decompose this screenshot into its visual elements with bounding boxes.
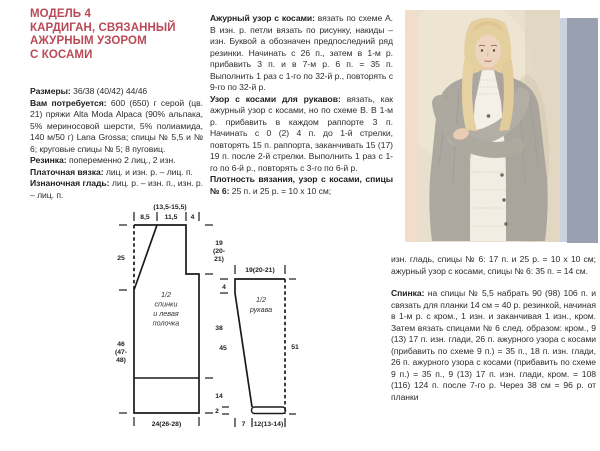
measure-top-1: 8,5 — [140, 214, 150, 221]
face — [475, 35, 501, 68]
measure-right-mid: 38 — [215, 325, 223, 332]
photo-edge-sliver — [560, 18, 567, 242]
paragraph-label: Размеры: — [30, 86, 71, 96]
paragraph-label: Платочная вязка: — [30, 166, 104, 177]
instructions-column — [210, 13, 393, 197]
measure-sleeve-bottom-left: 7 — [241, 421, 246, 428]
measure-right-top-2: (20- — [212, 248, 226, 255]
measure-left-bottom-2: (47- — [114, 349, 128, 356]
paragraph-gauge-continued — [391, 254, 596, 277]
measure-sleeve-top: 19(20-21) — [245, 267, 275, 274]
paragraph-label: Плотность вязания, узор с косами, спицы № 6: — [210, 174, 393, 196]
paragraph-label: Изнаночная гладь: — [30, 178, 110, 188]
paragraph-materials — [30, 98, 203, 156]
pattern-schematics — [95, 200, 380, 445]
measure-sleeve-left-bottom: 2 — [215, 408, 219, 415]
model-photo — [405, 10, 560, 242]
nose — [488, 52, 489, 57]
paragraph-gauge — [210, 174, 393, 197]
title-line-1: МОДЕЛЬ 4 — [30, 8, 91, 20]
paragraph-text: вязать по схеме А. В изн. р. петли вязать по рисунку, накиды – изн. Буквой а обозначен предпоследний ряд резинки. Начинать с 26 п., затем в 1-м р. прибавить 3 п. и в 7-м р. 6 п. = 35 п. Выполнить 1 раз с 1-го по 32-й р., повторять с 9-го по 32-й р. — [210, 13, 393, 92]
measure-left-bottom-3: 48) — [116, 357, 126, 364]
sleeve-cuff — [252, 407, 286, 414]
paragraph-text: вязать, как ажурный узор с косами, но по схеме В. В 1-м р. прибавить в каждом раппорте 3 п. Начинать с 0 (2) 4 п. до 1-й стрелки, повторять 15 п. раппорта, заканчивать 15 (17) 19 п. после 2-й стрелки. Выполнить 1 раз с 1-го по 6-й р., повторять с 3-го по 6-й р. — [210, 93, 394, 173]
paragraph-text: лиц. и изн. р. – лиц. п. — [105, 166, 193, 177]
measure-sleeve-bottom-right: 12(13-14) — [253, 421, 284, 428]
chest-button — [487, 114, 491, 118]
back-piece-label-2: спинки — [154, 299, 178, 309]
paragraph-text: 36/38 (40/42) 44/46 — [73, 86, 148, 96]
measure-sleeve-left-top: 4 — [222, 284, 226, 291]
measure-sleeve-left-mid: 45 — [219, 345, 227, 352]
eye-left — [481, 49, 483, 51]
back-instructions-column — [391, 254, 596, 403]
measure-top-2: 11,5 — [164, 214, 178, 221]
measure-left-bottom-1: 46 — [117, 341, 125, 348]
paragraph-reverse-stockinette — [30, 178, 203, 201]
measure-right-top-3: 21) — [214, 256, 224, 263]
sleeve-piece-label-1: 1/2 — [256, 295, 266, 304]
measure-top-3: 4 — [190, 214, 195, 221]
paragraph-label: Вам потребуется: — [30, 97, 107, 108]
measure-sleeve-right: 51 — [291, 344, 299, 351]
photo-accent-strip — [567, 18, 598, 243]
paragraph-text: попеременно 2 лиц., 2 изн. — [68, 155, 176, 165]
eye-right — [493, 49, 495, 51]
title-line-2: КАРДИГАН, СВЯЗАННЫЙ — [30, 21, 176, 34]
paragraph-text: изн. гладь, спицы № 6: 17 п. и 25 р. = 10 х 10 см; ажурный узор с косами, спицы № 6: 35 п. = 14 см. — [391, 254, 596, 276]
back-piece-label-1: 1/2 — [161, 290, 171, 299]
measure-right-top-1: 19 — [215, 240, 223, 247]
paragraph-back-piece — [391, 288, 596, 403]
measure-top-note: (13,5-15,5) — [153, 204, 187, 211]
paragraph-label: Резинка: — [30, 155, 67, 165]
sleeve-schematic — [215, 265, 299, 428]
page-title — [30, 8, 215, 62]
measure-right-bottom: 14 — [215, 393, 223, 400]
paragraph-label: Ажурный узор с косами: — [210, 13, 315, 23]
paragraph-text: на спицы № 5,5 набрать 90 (98) 106 п. и связать для планки 14 см = 40 р. резинкой, начиная в 1-м р. с кром., 1 изн. и заканчивая 1 изн., кром. Затем вязать спицами № 6 след. образом: кром., 9 (13) 17 п. изн. глади, 26 п. ажурного узора с косами (прибавить по схеме 9 п.) = 35 п., 18 п. изн. глади, 26 п. ажурного узора с косами (прибавить по схеме 9 п.) = 35 п., 9 (13) 17 п. изн. глади, кром. = 108 (116) 124 п. после 7-го р. Через 38 см = 96 р. от планки — [391, 288, 596, 402]
paragraph-sizes — [30, 86, 203, 98]
paragraph-label: Спинка: — [391, 288, 425, 298]
measure-bottom: 24(26-28) — [151, 421, 182, 428]
back-piece-label-4: полочка — [152, 318, 180, 328]
paragraph-text: лиц. р. – изн. п., изн. р. – лиц. п. — [30, 178, 203, 200]
paragraph-garter — [30, 167, 203, 179]
paragraph-label: Узор с косами для рукавов: — [210, 93, 341, 104]
measure-left-top: 25 — [117, 255, 125, 262]
paragraph-lace-cable-pattern — [210, 13, 393, 94]
sleeve-piece-label-2: рукава — [249, 305, 273, 314]
paragraph-text: 25 п. и 25 р. = 10 х 10 см; — [231, 185, 332, 196]
materials-column — [30, 86, 203, 201]
back-piece-label-3: и левая — [153, 309, 179, 318]
paragraph-text: 600 (650) г серой (цв. 21) пряжи Alta Moda Alpaca (90% альпака, 5% мериносовой шерсти, 5% полиамида, 140 м/50 г) Lana Grossa; спицы № 5,5 и № 6; круговые спицы № 5; 8 пуговиц. — [30, 97, 203, 154]
paragraph-sleeve-pattern — [210, 94, 393, 175]
lace-dress-skirt — [468, 158, 508, 241]
wall-tint-left — [405, 10, 417, 242]
title-line-3: АЖУРНЫМ УЗОРОМ — [30, 35, 147, 48]
back-piece-schematic — [115, 204, 225, 428]
paragraph-rib — [30, 155, 203, 167]
title-line-4: С КОСАМИ — [30, 48, 93, 61]
